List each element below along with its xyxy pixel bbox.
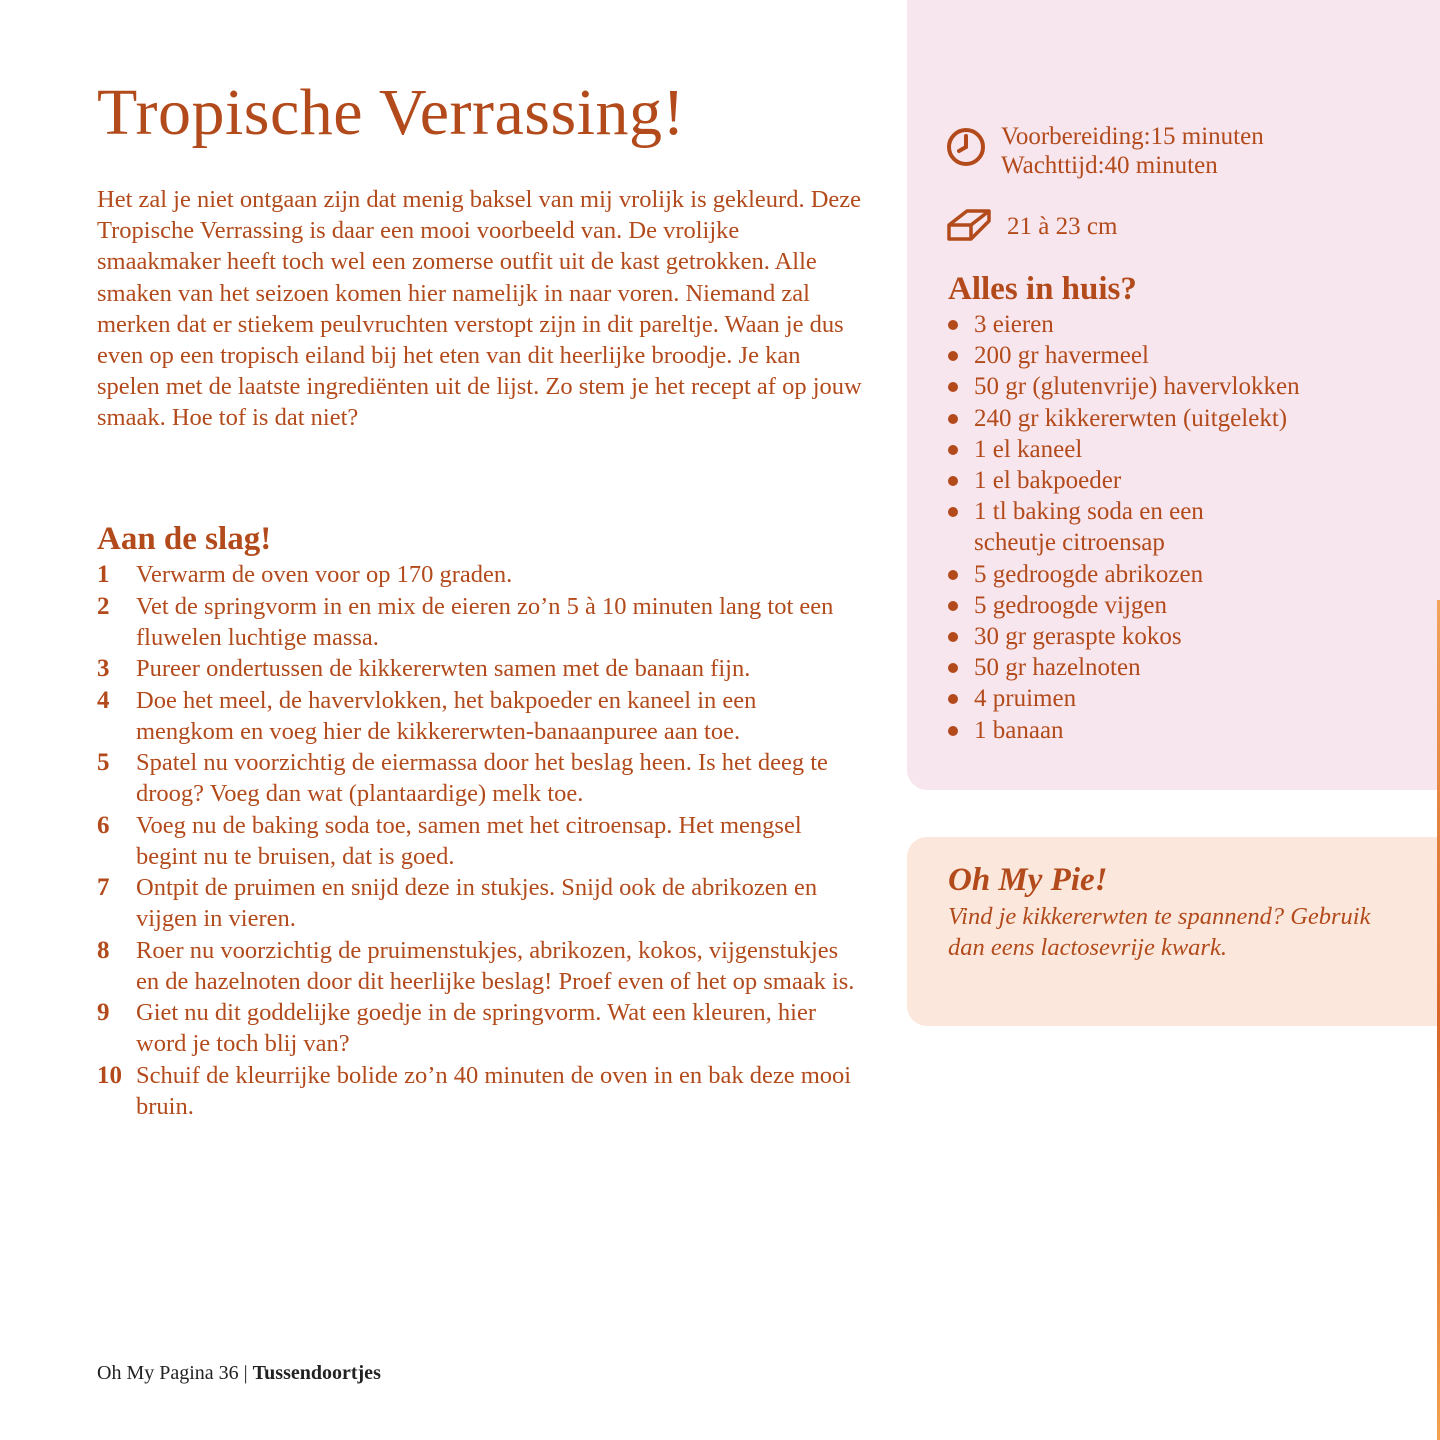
step-text: Giet nu dit goddelijke goedje in de springvorm. Wat een kleuren, hier word je toch blij van? [136,999,816,1057]
intro-paragraph: Het zal je niet ontgaan zijn dat menig baksel van mij vrolijk is gekleurd. Deze Tropische Verrassing is daar een mooi voorbeeld van. De vrolijke smaakmaker heeft toch wel een zomerse outfit uit de kast getrokken. Alle smaken van het seizoen komen hier namelijk in naar voren. Niemand zal merken dat er stiekem peulvruchten verstopt zijn in dit pareltje. Waan je dus even op een tropisch eiland bij het eten van dit heerlijke broodje. Je kan spelen met de laatste ingrediënten uit de lijst. Zo stem je het recept af op jouw smaak. Hoe tof is dat niet? [97,186,862,432]
ingredient-item: 1 tl baking soda en een scheutje citroensap [948,496,1428,558]
step-item [97,1060,857,1122]
ingredient-item: 1 banaan [948,715,1428,746]
step-item [97,872,857,934]
bullet-icon [948,632,958,642]
step-text: Doe het meel, de havervlokken, het bakpoeder en kaneel in een mengkom en voeg hier de kikkererwten-banaanpuree aan toe. [136,686,757,745]
step-text: Spatel nu voorzichtig de eiermassa door het beslag heen. Is het deeg te droog? Voeg dan wat (plantaardige) melk toe. [136,749,828,807]
ingredient-item: 240 gr kikkererwten (uitgelekt) [948,403,1428,434]
tin-size: 21 à 23 cm [1007,213,1118,240]
page-footer [97,1362,381,1385]
step-text: Vet de springvorm in en mix de eieren zo’n 5 à 10 minuten lang tot een fluwelen luchtige massa. [136,592,834,651]
step-item [97,935,857,997]
bullet-icon [948,663,958,673]
ingredient-item: 4 pruimen [948,683,1428,714]
wait-time: Wachttijd:40 minuten [1001,152,1218,179]
step-text: Roer nu voorzichtig de pruimenstukjes, abrikozen, kokos, vijgenstukjes en de hazelnoten door dit heerlijke beslag! Proef even of het op smaak is. [136,936,855,995]
ingredients-list [948,309,1428,746]
bullet-icon [948,414,958,424]
step-item [97,997,857,1059]
step-number: 7 [97,874,110,901]
bullet-icon [948,507,958,517]
ingredient-item: 50 gr (glutenvrije) havervlokken [948,371,1428,402]
step-text: Pureer ondertussen de kikkererwten samen met de banaan fijn. [136,655,751,682]
ingredient-item: 1 el kaneel [948,434,1428,465]
bullet-icon [948,476,958,486]
step-item [97,685,857,747]
time-info [945,122,1264,180]
step-text: Ontpit de pruimen en snijd deze in stukjes. Snijd ook de abrikozen en vijgen in vieren. [136,874,818,932]
tip-title: Oh My Pie! [948,862,1108,898]
size-info [945,205,1117,245]
steps-list [97,559,857,1122]
baking-tin-icon [945,205,993,245]
bullet-icon [948,601,958,611]
step-item [97,591,857,653]
ingredient-item: 50 gr hazelnoten [948,652,1428,683]
step-number: 10 [97,1061,122,1089]
step-item [97,747,857,809]
step-number: 4 [97,686,110,714]
ingredients-heading: Alles in huis? [948,271,1137,307]
bullet-icon [948,726,958,736]
step-item [97,653,857,684]
ingredient-item: 30 gr geraspte kokos [948,621,1428,652]
step-number: 5 [97,749,110,776]
step-item [97,810,857,872]
tip-text: Vind je kikkererwten te spannend? Gebruik dan eens lactosevrije kwark. [948,903,1371,961]
step-text: Verwarm de oven voor op 170 graden. [136,561,513,588]
clock-icon [945,122,987,168]
bullet-icon [948,570,958,580]
step-number: 9 [97,999,110,1026]
step-number: 6 [97,811,110,839]
bullet-icon [948,320,958,330]
ingredient-item: 3 eieren [948,309,1428,340]
steps-heading: Aan de slag! [97,521,272,557]
step-text: Voeg nu de baking soda toe, samen met het citroensap. Het mengsel begint nu te bruisen, dat is goed. [136,811,802,870]
ingredient-item: 1 el bakpoeder [948,465,1428,496]
ingredient-item: 5 gedroogde vijgen [948,590,1428,621]
step-number: 8 [97,936,110,964]
ingredient-item: 200 gr havermeel [948,340,1428,371]
step-text: Schuif de kleurrijke bolide zo’n 40 minuten de oven in en bak deze mooi bruin. [136,1061,852,1120]
bullet-icon [948,351,958,361]
bullet-icon [948,445,958,455]
page-number: Oh My Pagina 36 | [97,1362,248,1384]
bullet-icon [948,382,958,392]
bullet-icon [948,694,958,704]
step-number: 1 [97,561,110,588]
prep-time: Voorbereiding:15 minuten [1001,123,1264,150]
section-name: Tussendoortjes [252,1362,381,1384]
page-title: Tropische Verrassing! [97,76,685,149]
step-item [97,559,857,590]
ingredient-item: 5 gedroogde abrikozen [948,559,1428,590]
step-number: 3 [97,655,110,682]
step-number: 2 [97,592,110,620]
